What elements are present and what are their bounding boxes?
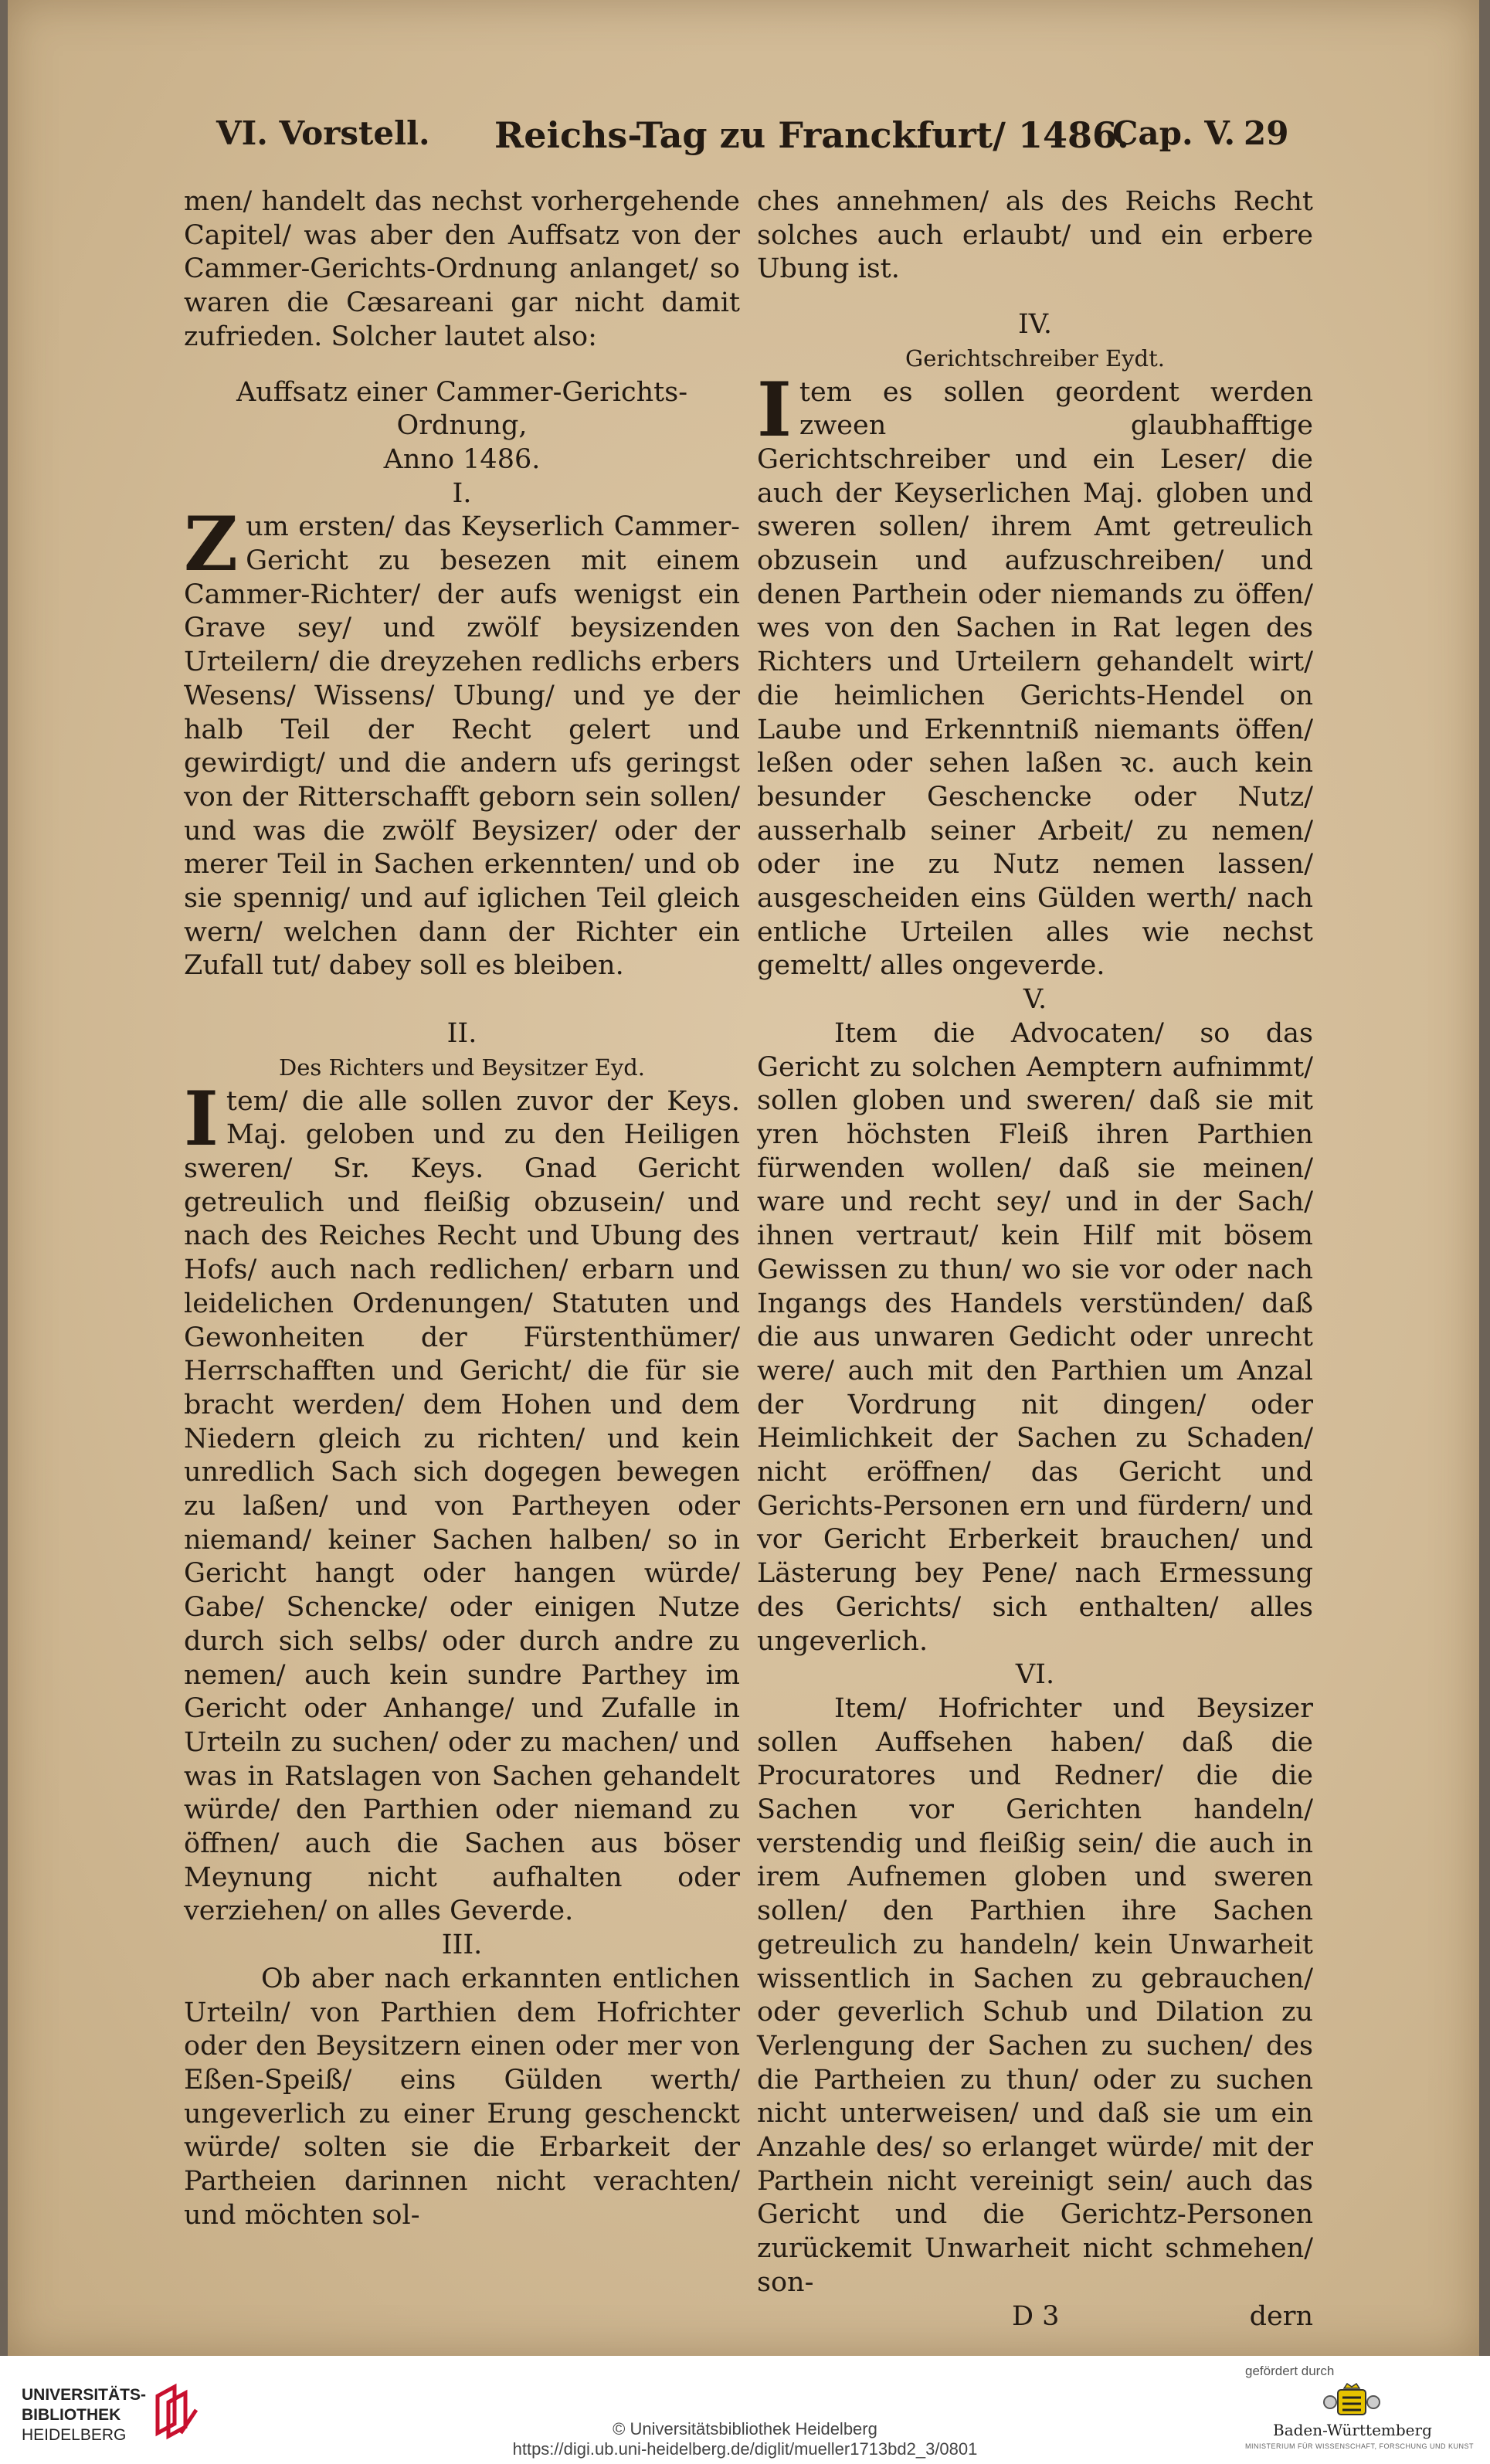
logo-line-1: UNIVERSITÄTS-	[22, 2386, 147, 2404]
page-foot	[757, 2300, 1313, 2334]
sponsor-label: gefördert durch	[1245, 2364, 1335, 2378]
section-number-1: I.	[452, 477, 472, 509]
continuation-paragraph: ches annehmen/ als des Reichs Recht solches auch erlaubt/ und ein erbere Ubung ist.	[757, 186, 1313, 285]
page-number: 29	[1244, 114, 1289, 152]
copyright-block	[0, 2419, 1490, 2459]
copyright-text: © Universitätsbibliothek Heidelberg	[613, 2419, 877, 2439]
section-number-3: III.	[441, 1929, 483, 1961]
section-1-text: Zum ersten/ das Keyserlich Cammer-Gericht zu besezen mit einem Cammer-Richter/ der aufs wenigst ein Grave sey/ und zwölf beysizenden Urteilern/ die dreyzehen redlichs erbers Wesens/ Wissens/ Ubung/ und ye der halb Teil der Recht gelert und gewirdigt/ und die andern ufs geringst von der Ritterschafft geborn sein sollen/ und was die zwölf Beysizer/ oder der merer Teil in Sachen erkennten/ und ob sie spennig/ und auf iglichen Teil gleich wern/ welchen dann der Richter ein Zufall tut/ dabey soll es bleiben.	[184, 501, 740, 982]
logo-line-3: HEIDELBERG	[22, 2426, 127, 2444]
section-number-5: V.	[1023, 984, 1047, 1016]
logo-line-2: BIBLIOTHEK	[22, 2406, 121, 2424]
permalink-url[interactable]: https://digi.ub.uni-heidelberg.de/diglit/mueller1713bd2_3/0801	[512, 2439, 978, 2459]
section-number-4: IV.	[1017, 309, 1053, 341]
coat-of-arms-icon	[1321, 2382, 1383, 2418]
section-2-title: Des Richters und Beysitzer Eyd.	[279, 1054, 645, 1081]
section-4-text: Item es sollen geordent werden zween glaubhafftige Gerichtschreiber und ein Leser/ die auch der Keyserlichen Maj. globen und sweren sollen/ ihrem Amt getreulich obzusein und aufzuschreiben/ und denen Parthein oder niemands zu öffen/ wes von den Sachen in Rat legen des Richters und Urteilern gehandelt wirt/ die heimlichen Gerichts-Hendel on Laube und Erkenntniß niemants öffen/ leßen oder sehen laßen ꝛc. auch kein besunder Geschencke oder Nutz/ ausserhalb seiner Arbeit/ zu nemen/ oder ine zu Nutz nemen lassen/ ausgescheiden eins Gülden werth/ nach entliche Urteilen alles wie nechst gemeltt/ alles ongeverde.	[757, 365, 1313, 982]
section-number-2: II.	[446, 1018, 477, 1050]
sponsor-subtitle: MINISTERIUM FÜR WISSENSCHAFT, FORSCHUNG UND KUNST	[1245, 2442, 1475, 2450]
running-head-title: Reichs-Tag zu Franckfurt/ 1486.	[494, 114, 1129, 156]
section-2-text: Item/ die alle sollen zuvor der Keys. Maj. geloben und zu den Heiligen sweren/ Sr. Keys. Gnad Gericht getreulich und fleißig obzusein/ und nach des Reiches Recht und Ubung des Hofs/ auch nach redlichen/ erbarn und leidelichen Ordenungen/ Statuten und Gewonheiten der Fürstenthümer/ Herrschafften und Gericht/ die für sie bracht werden/ dem Hohen und dem Niedern gleich zu richten/ und kein unredlich Sach sich dogegen bewegen zu laßen/ und von Partheyen oder niemand/ keiner Sachen halben/ so in Gericht hangt oder hangen würde/ Gabe/ Schencke/ oder einigen Nutze durch sich selbs/ oder durch andre zu nemen/ auch kein sundre Parthey im Gericht oder Anhange/ und Zufalle in Urteiln zu suchen/ oder zu machen/ und was in Ratslagen von Sachen gehandelt würde/ den Parthien oder niemand zu öffnen/ auch die Sachen aus böser Meynung nicht aufhalten oder verziehen/ on alles Geverde.	[184, 1074, 740, 1927]
sponsor-name: Baden-Württemberg	[1273, 2421, 1432, 2439]
section-number-6: VI.	[1015, 1659, 1055, 1691]
section-3-text: Ob aber nach erkannten entlichen Urteiln/ von Parthien dem Hofrichter oder den Beysitzern einen oder mer von Eßen-Speiß/ eins Gülden werth/ ungeverlich zu einer Erung geschenckt würde/ solten sie die Erbarkeit der Partheien darinnen nicht verachten/ und möchten sol-	[184, 1963, 740, 2231]
running-head-left: VI. Vorstell.	[216, 114, 430, 152]
right-column	[757, 185, 1313, 2334]
scanned-page	[8, 0, 1479, 2356]
viewer-footer	[0, 2356, 1490, 2464]
catchword: dern	[1249, 2300, 1313, 2332]
left-column	[184, 185, 740, 2232]
section-heading: Auffsatz einer Cammer-Gerichts-Ordnung,	[236, 376, 688, 442]
intro-paragraph: men/ handelt das nechst vorhergehende Capitel/ was aber den Auffsatz von der Cammer-Gerichts-Ordnung anlanget/ so waren die Cæsareani gar nicht damit zufrieden. Solcher lautet also:	[184, 186, 740, 352]
section-4-title: Gerichtschreiber Eydt.	[905, 344, 1165, 372]
signature-mark: D 3	[1012, 2300, 1060, 2332]
section-6-text: Item/ Hofrichter und Beysizer sollen Auffsehen haben/ daß die Procuratores und Redner/ die die Sachen vor Gerichten handeln/ verstendig und fleißig sein/ die auch in irem Aufnemen globen und sweren sollen/ den Parthien ihre Sachen getreulich zu handeln/ kein Unwarheit wissentlich in Sachen zu gebrauchen/ oder geverlich Schub und Dilation zu Verlengung der Sachen zu suchen/ des die Partheien zu thun/ oder zu suchen nicht unterweisen/ und daß sie um ein Anzahle des/ so erlanget würde/ mit der Parthein nicht vereinigt sein/ auch das Gericht und die Gerichtz-Personen zurückemit Unwarheit nicht schmehen/ son-	[757, 1692, 1313, 2298]
section-5-text: Item die Advocaten/ so das Gericht zu solchen Aemptern aufnimmt/ sollen globen und sweren/ daß sie mit yren höchsten Fleiß ihren Parthien fürwenden wollen/ daß sie meinen/ ware und recht sey/ und in der Sach/ ihnen vertraut/ kein Hilf mit bösem Gewissen zu thun/ wo sie vor oder nach Ingangs des Handels verstünden/ daß die aus unwaren Gedicht oder unrecht were/ auch mit den Parthien um Anzal der Vordrung nit dingen/ oder Heimlichkeit der Sachen zu Schaden/ nicht eröffnen/ das Gericht und Gerichts-Personen ern und fürdern/ und vor Gericht Erberkeit brauchen/ und Lästerung bey Pene/ nach Ermessung des Gerichts/ sich enthalten/ alles ungeverlich.	[757, 1017, 1313, 1657]
section-heading-year: Anno 1486.	[383, 443, 541, 475]
running-head-chapter: Cap. V.	[1112, 114, 1236, 152]
